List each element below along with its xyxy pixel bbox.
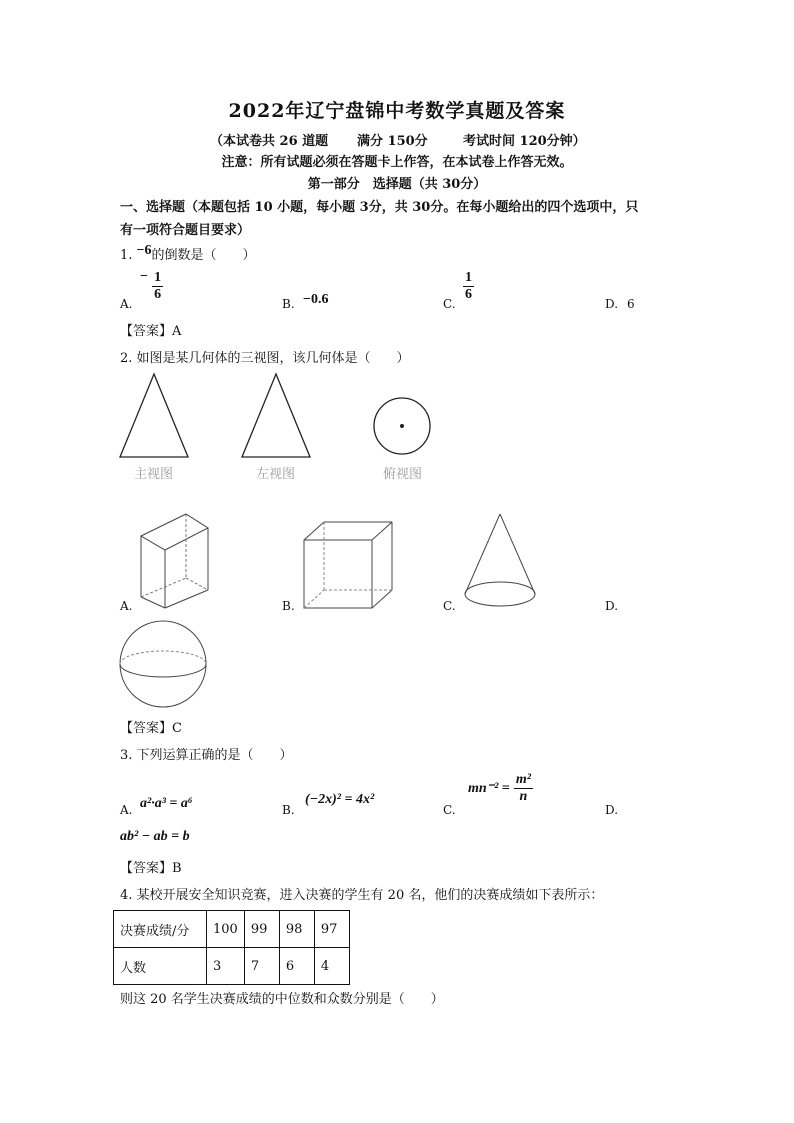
- q1-answer: 【答案】A: [120, 324, 182, 339]
- q3-option-a-label: A.: [120, 803, 133, 817]
- top-view-figure: [370, 397, 436, 457]
- q3-option-c: [468, 772, 533, 805]
- left-view-figure: [240, 372, 312, 460]
- q1-option-a-sign: −: [140, 269, 148, 284]
- q2-answer: 【答案】C: [120, 721, 182, 736]
- section-heading-line2: 有一项符合题目要求）: [120, 223, 251, 238]
- table-cell: 4: [314, 948, 349, 985]
- q1-option-d-label: D.: [605, 297, 619, 311]
- q3-option-c-denominator: n: [519, 789, 528, 804]
- q1-expr: −6: [136, 243, 152, 258]
- q2-stem: 2. 如图是某几何体的三视图，该几何体是（ ）: [120, 351, 410, 366]
- table-cell: 人数: [114, 948, 207, 985]
- part-heading: 第一部分 选择题（共 30分）: [307, 177, 487, 192]
- q3-option-a-expr: a²·a³ = a⁶: [140, 796, 193, 811]
- q1-option-c: [463, 270, 474, 303]
- q3-option-c-label: C.: [443, 803, 456, 817]
- top-view-caption: 俯视图: [383, 467, 423, 482]
- q3-option-c-numerator: m²: [515, 772, 531, 787]
- q4-question: 则这 20 名学生决赛成绩的中位数和众数分别是（ ）: [120, 992, 444, 1007]
- triangular-prism-figure: [138, 512, 210, 610]
- q1-option-c-denominator: 6: [465, 287, 472, 302]
- q1-option-c-label: C.: [443, 297, 456, 311]
- section-heading-line1: 一、选择题（本题包括 10 小题，每小题 3分，共 30分。在每小题给出的四个选项中，只: [120, 200, 639, 215]
- table-cell: 3: [207, 948, 245, 985]
- page-title: 2022年辽宁盘锦中考数学真题及答案: [228, 100, 566, 122]
- table-cell: 7: [244, 948, 279, 985]
- subtitle-time: 考试时间 120分钟）: [463, 134, 586, 149]
- q1-option-a-denominator: 6: [154, 287, 162, 302]
- q1-option-c-numerator: 1: [465, 270, 472, 285]
- table-cell: 100: [207, 911, 245, 948]
- table-cell: 98: [279, 911, 314, 948]
- subtitle-questions: （本试卷共 26 道题: [210, 134, 329, 149]
- q1-stem-text: 的倒数是（ ）: [151, 248, 256, 263]
- score-table: [113, 910, 350, 985]
- q3-answer: 【答案】B: [120, 861, 182, 876]
- q1-option-b-label: B.: [282, 297, 295, 311]
- q3-option-d-expr: ab² − ab = b: [120, 829, 190, 844]
- q3-option-b-expr: (−2x)² = 4x²: [305, 792, 375, 807]
- q3-stem: 3. 下列运算正确的是（ ）: [120, 748, 293, 763]
- q2-option-d-label: D.: [605, 599, 619, 613]
- q2-option-a-label: A.: [120, 599, 133, 613]
- q1-option-b-value: −0.6: [303, 292, 329, 307]
- q3-option-b-label: B.: [282, 803, 295, 817]
- notice: 注意：所有试题必须在答题卡上作答，在本试卷上作答无效。: [221, 155, 573, 170]
- q1-option-a-label: A.: [120, 297, 133, 311]
- q1-option-a-numerator: 1: [154, 270, 162, 285]
- front-view-figure: [118, 372, 190, 460]
- q3-option-d-label: D.: [605, 803, 619, 817]
- left-view-caption: 左视图: [256, 467, 296, 482]
- q1-option-d-value: 6: [627, 297, 635, 311]
- cone-figure: [462, 512, 538, 610]
- front-view-caption: 主视图: [134, 467, 174, 482]
- q2-option-c-label: C.: [443, 599, 456, 613]
- q3-option-c-left: mn⁻² =: [468, 781, 510, 796]
- q4-stem: 4. 某校开展安全知识竞赛，进入决赛的学生有 20 名，他们的决赛成绩如下表所示：: [120, 888, 604, 903]
- table-cell: 99: [244, 911, 279, 948]
- cube-figure: [302, 520, 394, 610]
- subtitle-score: 满分 150分: [357, 134, 428, 149]
- table-row: [114, 911, 350, 948]
- table-cell: 97: [314, 911, 349, 948]
- q2-option-b-label: B.: [282, 599, 295, 613]
- table-row: [114, 948, 350, 985]
- q1-stem: [120, 244, 256, 264]
- q1-option-a: [140, 270, 163, 303]
- table-cell: 6: [279, 948, 314, 985]
- q1-number: 1.: [120, 248, 133, 263]
- table-cell: 决赛成绩/分: [114, 911, 207, 948]
- sphere-figure: [118, 620, 210, 710]
